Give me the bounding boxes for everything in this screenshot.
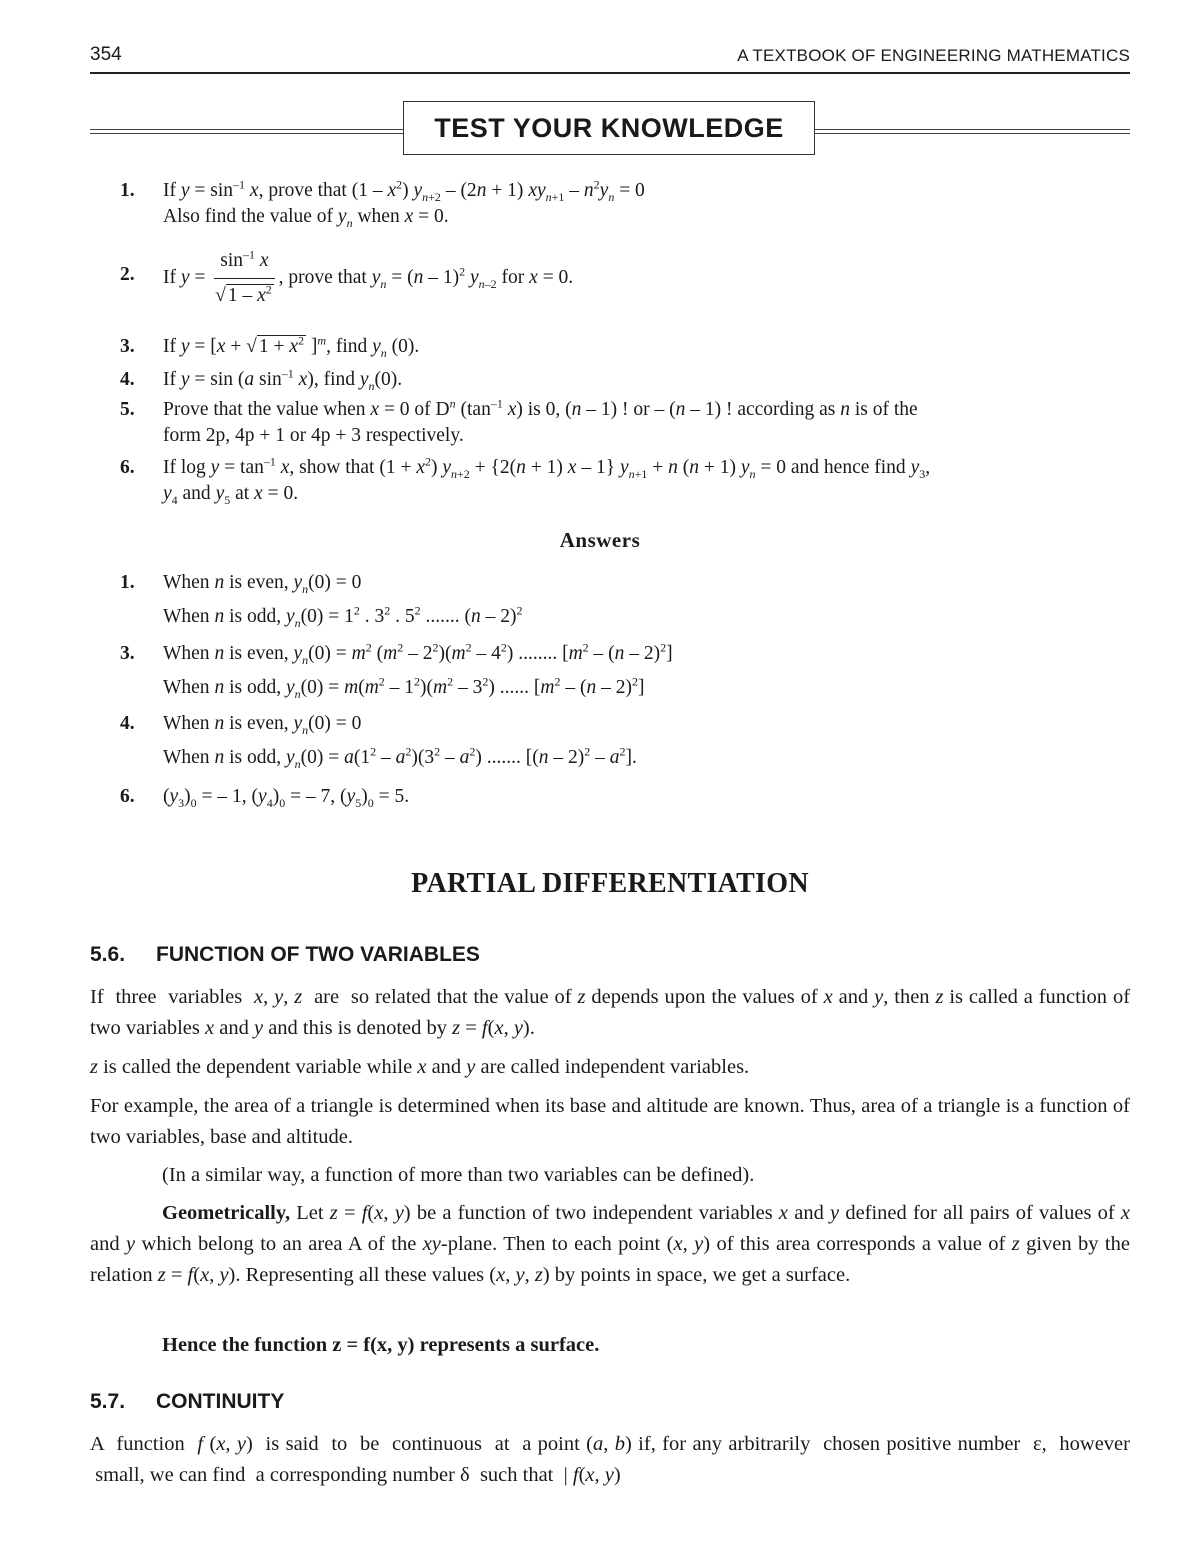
- question-text: If y = $\frac{\sin^{-1} x}{√ 1 - x^2}$ , prove that $y_n = (n - 1)^2$ $y_{n-2}$ for x = 0.: [163, 248, 1130, 309]
- paragraph-surface: Hence the function z = f(x, y) represents a surface.: [162, 1334, 600, 1356]
- paragraph-example: For example, the area of a triangle is determined when its base and altitude are known. Thus, area of a triangle is a function of two variables, base and altitude.: [90, 1095, 1130, 1148]
- answer-number: 1.: [120, 572, 135, 593]
- question-1: [120, 178, 1130, 238]
- section-5-7-heading: [90, 1390, 284, 1414]
- answer-1: [120, 566, 1130, 632]
- question-text: Prove that the value when x = 0 of $D^n$ ($\tan^{-1}$ x) is 0, (n – 1) ! or – (n – 1) ! according as n is of the form 2p, 4p + 1 or 4p + 3 respectively.: [163, 396, 918, 446]
- answer-number: 3.: [120, 643, 135, 664]
- answer-number: 6.: [120, 786, 135, 807]
- question-number: 3.: [120, 336, 135, 357]
- answers-heading: Answers: [559, 528, 641, 552]
- question-number: 6.: [120, 457, 135, 478]
- question-5-line-2: form 2p, 4p + 1 or 4p + 3 respectively.: [163, 425, 464, 446]
- paragraph-similar: (In a similar way, a function of more than two variables can be defined).: [162, 1164, 755, 1186]
- answer-number: 4.: [120, 713, 135, 734]
- question-text: If $y = \sin^{-1} x$, prove that $(1 - x^2)$ $y_{n+2} - (2n + 1)$ $xy_{n+1} - n^2y_n = 0$ Also find the value of $y_n$ when x = 0.: [163, 177, 645, 230]
- partial-differentiation-title: PARTIAL DIFFERENTIATION: [411, 868, 809, 899]
- question-2: [120, 248, 1130, 318]
- section-number: 5.7.: [90, 1390, 126, 1413]
- book-title: A TEXTBOOK OF ENGINEERING MATHEMATICS: [737, 46, 1130, 65]
- answer-text: When n is even, $y_n(0) = 0$ When n is odd, $y_n(0) = a(1^2 - a^2)(3^2 - a^2)$ ....... $[(n - 2)^2 - a^2]$.: [163, 713, 637, 771]
- answer-4: [120, 707, 1130, 773]
- question-text: If $\log y = \tan^{-1} x$, show that $(1 + x^2)$ $y_{n+2} + \{2(n + 1)$ x – 1} $y_{n+1} + n$ (n + 1) $y_n = 0$ and hence find $y_3$, $y_4$ and $y_5$ at x = 0.: [163, 454, 931, 507]
- answer-text: $(y_3)_0$ = – 1, $(y_4)_0$ = – 7, $(y_5)_0 = 5$.: [163, 786, 410, 810]
- question-number: 2.: [120, 264, 135, 285]
- title-rule-left: [90, 129, 403, 134]
- paragraph-definition: If three variables x, y, z are so related that the value of z depends upon the values of x and y, then z is called a function of two variables x and y and this is denoted by z = f(x, y).: [90, 986, 1131, 1039]
- section-title: CONTINUITY: [156, 1390, 285, 1413]
- question-number: 5.: [120, 399, 135, 420]
- section-title: FUNCTION OF TWO VARIABLES: [156, 943, 480, 966]
- answer-text: When n is even, $y_n(0) = m^2$ $(m^2 - 2^2)(m^2 - 4^2)$ ........ $[m^2 - (n - 2)^2]$ When n is odd, $y_n(0) = m(m^2 - 1^2)(m^2 - 3^2)$ ...... $[m^2 - (n - 2)^2]$: [163, 640, 673, 701]
- paragraph-geometrically: Geometrically, Let z = f(x, y) be a function of two independent variables x and y defined for all pairs of values of x and y which belong to an area A of the xy-plane. Then to each point (x, y) of this area corresponds a value of z given by the relation z = f(x, y). Representing all these values (x, y, z) by points in space, we get a surface.: [90, 1202, 1130, 1286]
- test-your-knowledge-title: TEST YOUR KNOWLEDGE: [403, 101, 815, 155]
- section-number: 5.6.: [90, 943, 126, 966]
- paragraph-dependent: z is called the dependent variable while x and y are called independent variables.: [90, 1056, 750, 1078]
- question-text: If y = sin (a $\sin^{-1} x$), find $y_n(0)$.: [163, 366, 403, 393]
- question-5: [120, 397, 1130, 453]
- title-rule-right: [815, 129, 1130, 134]
- answer-3: [120, 637, 1130, 703]
- fraction: $\frac{\sin^{-1} x}{√ 1 - x^2}$: [214, 248, 274, 309]
- page-number: 354: [90, 44, 122, 65]
- question-6: [120, 455, 1130, 511]
- paragraph-continuity: A function f (x, y) is said to be continuous at a point (a, b) if, for any arbitrarily chosen positive number ε, however small, we can find a corresponding number δ such that | f(x, y): [90, 1433, 1130, 1486]
- question-text: If y = [x + √ $1 + x^2$ ]$^m$, find $y_n$ (0).: [163, 333, 420, 360]
- section-5-6-heading: [90, 943, 480, 967]
- page-header: [90, 44, 1130, 74]
- question-number: 1.: [120, 180, 135, 201]
- answer-text: When n is even, $y_n(0) = 0$ When n is odd, $y_n(0) = 1^2$ . $3^2$ . $5^2$ ....... (n – 2)$^2$: [163, 572, 523, 630]
- question-number: 4.: [120, 369, 135, 390]
